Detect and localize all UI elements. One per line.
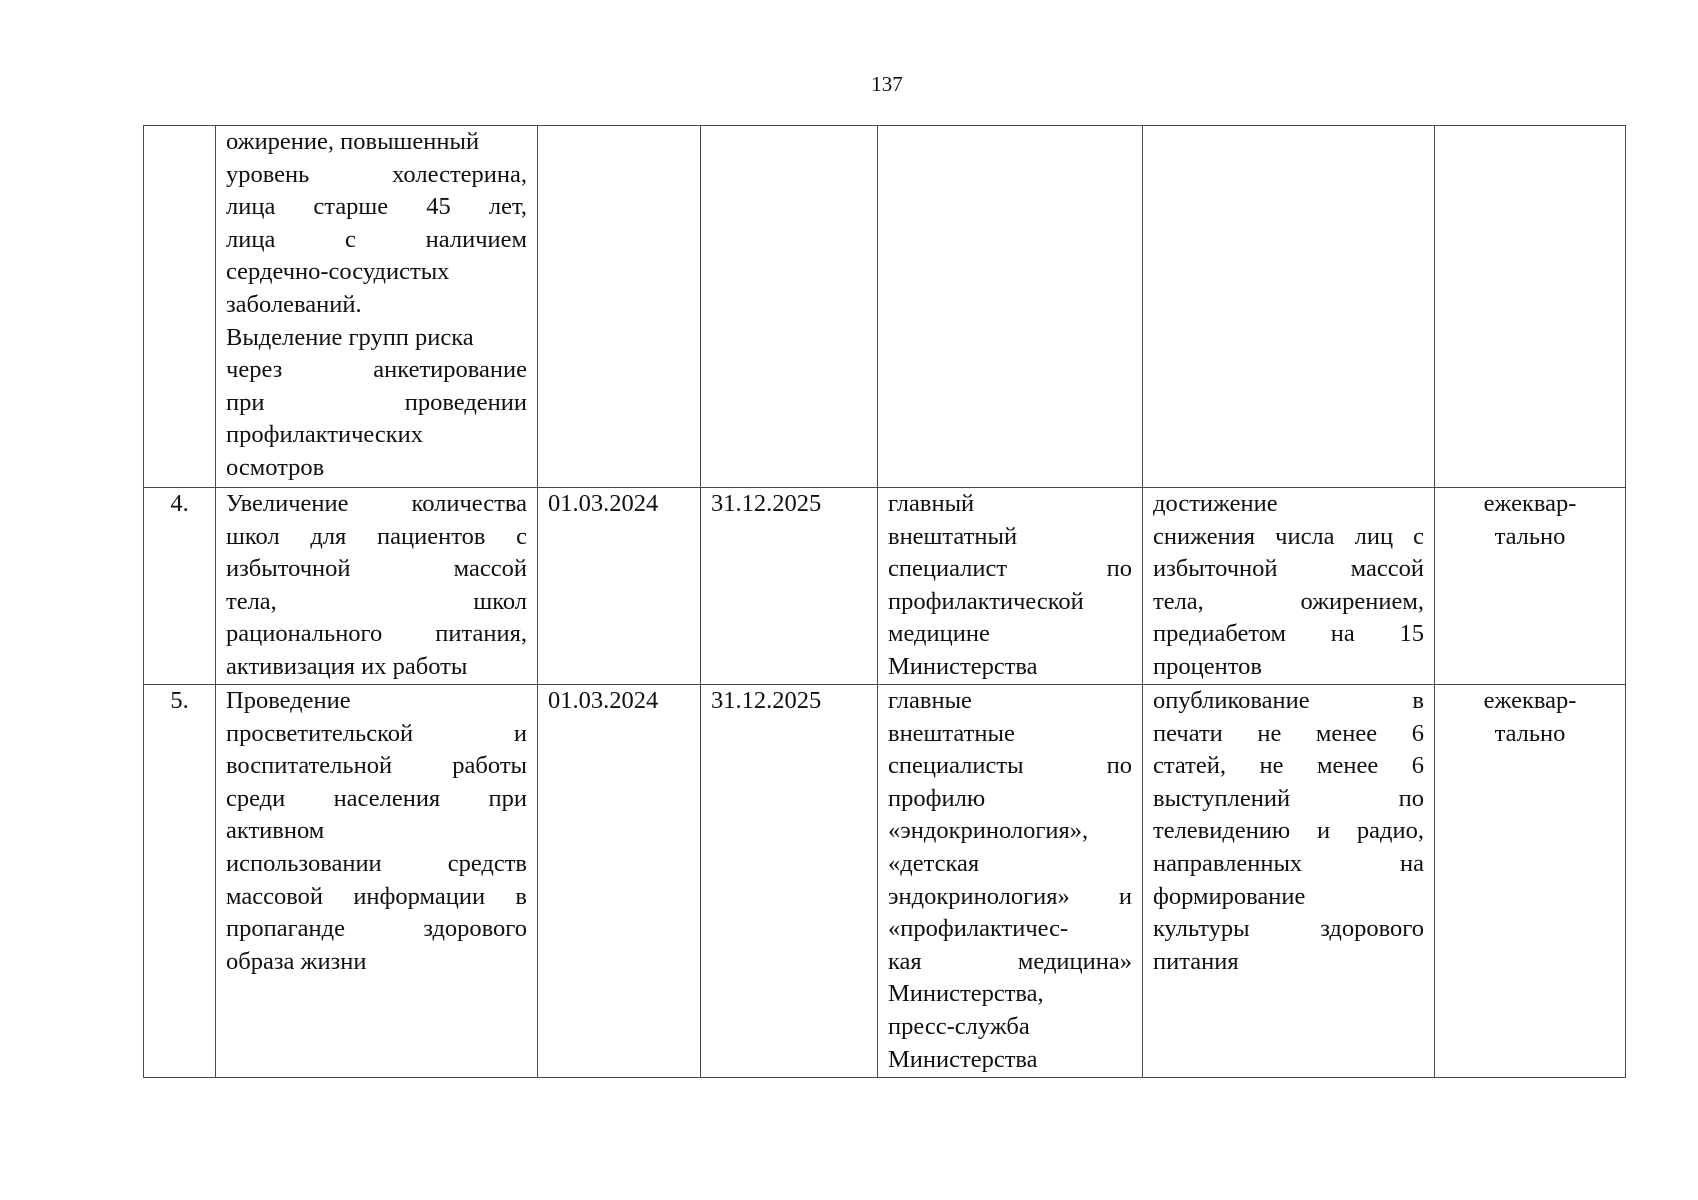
result-line: направленных на — [1153, 849, 1424, 877]
responsible-line: главный — [888, 490, 975, 517]
result-line: выступлений по — [1153, 784, 1424, 812]
activity-line: профилактических — [226, 421, 424, 449]
result-line: достижение — [1153, 490, 1278, 517]
activity-line: лица с наличием — [226, 225, 527, 253]
activity-line: среди населения при — [226, 784, 527, 812]
responsible-line: Министерства, — [888, 980, 1044, 1008]
frequency-cell — [1435, 126, 1626, 488]
activity-cell — [216, 685, 538, 1078]
start-date-cell — [538, 126, 701, 488]
activity-line: при проведении — [226, 388, 527, 416]
responsible-line: внештатные — [888, 719, 1015, 747]
activity-line: пропаганде здорового — [226, 915, 527, 943]
result-line: культуры здорового — [1153, 915, 1424, 943]
result-line: формирование — [1153, 882, 1306, 910]
responsible-line: специалисты по — [888, 752, 1132, 780]
responsible-cell — [878, 126, 1143, 488]
result-line: процентов — [1153, 652, 1262, 680]
frequency-cell — [1435, 685, 1626, 1078]
start-date: 01.03.2024 — [548, 490, 659, 517]
responsible-line: специалист по — [888, 555, 1132, 583]
activities-table — [143, 125, 1626, 1078]
activity-line: воспитательной работы — [226, 752, 527, 780]
activity-line: просветительской и — [226, 719, 527, 747]
responsible-line: «профилактичес- — [888, 915, 1069, 943]
activity-line: школ для пациентов с — [226, 522, 527, 550]
responsible-line: «детская — [888, 849, 980, 877]
frequency-line: ежеквар- — [1483, 490, 1577, 517]
responsible-line: пресс-служба — [888, 1012, 1030, 1040]
responsible-line: профилю — [888, 784, 986, 812]
activity-line: использовании средств — [226, 849, 527, 877]
activity-line: активном — [226, 817, 325, 845]
row-number-cell: 5. — [144, 685, 216, 1078]
result-line: тела, ожирением, — [1153, 587, 1424, 615]
responsible-line: Министерства — [888, 652, 1038, 680]
responsible-line: кая медицина» — [888, 947, 1132, 975]
activity-line: образа жизни — [226, 947, 367, 975]
table-row-5 — [144, 685, 1626, 1078]
activity-line: через анкетирование — [226, 356, 527, 384]
start-date-cell — [538, 685, 701, 1078]
start-date: 01.03.2024 — [548, 687, 659, 714]
end-date: 31.12.2025 — [711, 490, 822, 517]
result-cell — [1143, 126, 1435, 488]
responsible-line: медицине — [888, 620, 990, 648]
activity-line: избыточной массой — [226, 555, 527, 583]
activity-line: сердечно-сосудистых — [226, 258, 450, 286]
result-line: снижения числа лиц с — [1153, 522, 1424, 550]
activity-line: лица старше 45 лет, — [226, 193, 527, 221]
result-line: избыточной массой — [1153, 555, 1424, 583]
end-date-cell — [701, 685, 878, 1078]
frequency-line: ежеквар- — [1483, 687, 1577, 714]
end-date-cell — [701, 488, 878, 685]
end-date-cell — [701, 126, 878, 488]
page-number: 137 — [871, 72, 903, 96]
activity-line: Выделение групп риска — [226, 323, 474, 351]
result-line: статей, не менее 6 — [1153, 752, 1424, 780]
activity-line: ожирение, повышенный — [226, 128, 480, 155]
frequency-line: тально — [1494, 522, 1566, 550]
activity-line: тела, школ — [226, 587, 527, 615]
result-line: питания — [1153, 947, 1239, 975]
responsible-line: «эндокринология», — [888, 817, 1089, 845]
activity-line: осмотров — [226, 453, 325, 481]
responsible-line: внештатный — [888, 522, 1018, 550]
row-number-cell: 4. — [144, 488, 216, 685]
responsible-cell — [878, 685, 1143, 1078]
row-number-cell — [144, 126, 216, 488]
activity-line: активизация их работы — [226, 652, 468, 680]
result-cell — [1143, 685, 1435, 1078]
activity-line: Проведение — [226, 687, 351, 714]
activity-line: уровень холестерина, — [226, 160, 527, 188]
activity-line: массовой информации в — [226, 882, 527, 910]
frequency-line: тально — [1494, 719, 1566, 747]
result-cell — [1143, 488, 1435, 685]
end-date: 31.12.2025 — [711, 687, 822, 714]
activity-cell — [216, 488, 538, 685]
activity-line: Увеличение количества — [226, 490, 527, 517]
responsible-line: эндокринология» и — [888, 882, 1132, 910]
frequency-cell — [1435, 488, 1626, 685]
start-date-cell — [538, 488, 701, 685]
result-line: печати не менее 6 — [1153, 719, 1424, 747]
result-line: предиабетом на 15 — [1153, 620, 1424, 648]
responsible-cell — [878, 488, 1143, 685]
result-line: телевидению и радио, — [1153, 817, 1424, 845]
activity-cell — [216, 126, 538, 488]
result-line: опубликование в — [1153, 687, 1424, 714]
table-row-continuation — [144, 126, 1626, 488]
table-row-4 — [144, 488, 1626, 685]
responsible-line: главные — [888, 687, 972, 714]
responsible-line: Министерства — [888, 1045, 1038, 1073]
activity-line: заболеваний. — [226, 290, 362, 318]
responsible-line: профилактической — [888, 587, 1084, 615]
activity-line: рационального питания, — [226, 620, 527, 648]
